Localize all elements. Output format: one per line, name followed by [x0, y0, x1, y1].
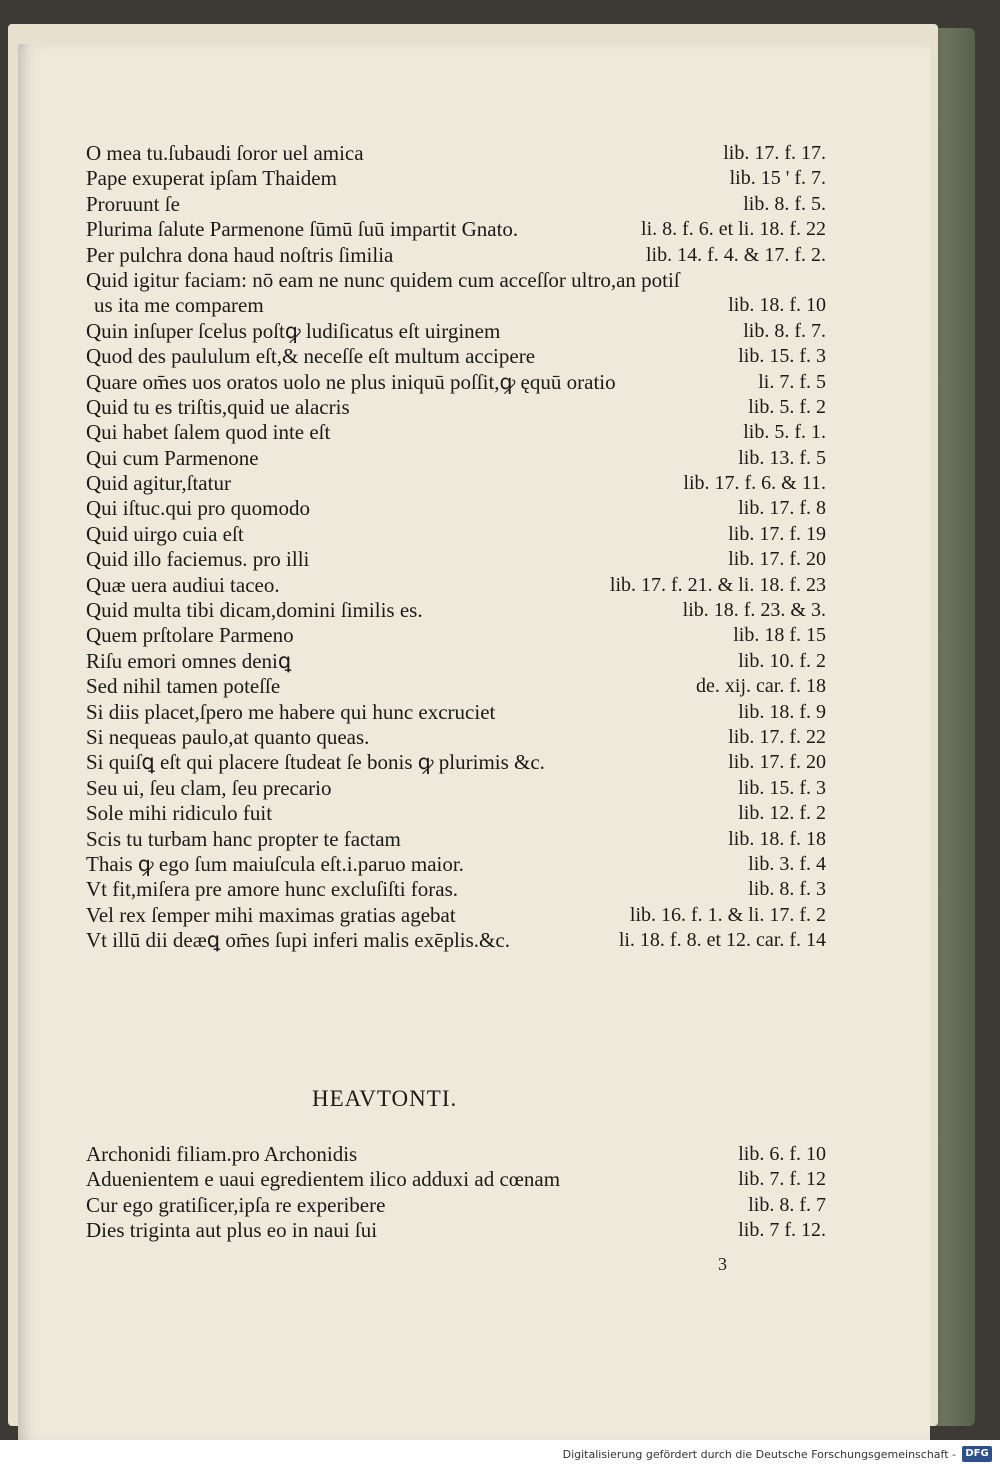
entry-text: Dies triginta aut plus eo in naui ſui	[86, 1218, 378, 1243]
index-entry	[86, 547, 826, 572]
index-entry	[86, 750, 826, 775]
entry-text: Scis tu turbam hanc propter te factam	[86, 826, 401, 851]
entry-text: Thais ꝙ ego ſum maiuſcula eſt.i.paruo maior.	[86, 851, 464, 876]
index-entry	[86, 471, 826, 496]
entry-reference: lib. 18. f. 18	[728, 827, 826, 850]
entry-text: Qui cum Parmenone	[86, 445, 259, 470]
entry-text: Quid tu es triſtis,quid ue alacris	[86, 394, 350, 419]
entry-reference: lib. 12. f. 2	[738, 802, 826, 825]
index-entry	[86, 522, 826, 547]
entry-reference: lib. 8. f. 3	[748, 878, 826, 901]
entry-reference: lib. 18. f. 23. & 3.	[682, 599, 826, 622]
entry-reference: lib. 8. f. 7	[748, 1193, 826, 1216]
entry-reference: lib. 7 f. 12.	[738, 1219, 826, 1242]
entry-reference: lib. 7. f. 12	[738, 1168, 826, 1191]
index-entry	[86, 243, 826, 268]
entry-reference: li. 8. f. 6. et li. 18. f. 22	[641, 218, 826, 241]
entry-text: Quid agitur,ſtatur	[86, 471, 231, 496]
index-entry	[86, 395, 826, 420]
entry-text: Si nequeas paulo,at quanto queas.	[86, 724, 370, 749]
index-entry	[86, 1142, 826, 1167]
index-entry	[86, 827, 826, 852]
entry-text: Quare om̄es uos oratos uolo ne plus iniquū poſſit,ꝙ ęquū oratio	[86, 369, 616, 394]
entry-reference: lib. 5. f. 1.	[743, 421, 826, 444]
entry-reference: lib. 8. f. 5.	[743, 192, 826, 215]
entry-reference: lib. 13. f. 5	[738, 446, 826, 469]
index-entry	[86, 801, 826, 826]
entry-reference: lib. 17. f. 8	[738, 497, 826, 520]
index-entry	[86, 725, 826, 750]
entry-text: Quem prſtolare Parmeno	[86, 623, 294, 648]
index-entry	[86, 776, 826, 801]
index-entry	[86, 319, 826, 344]
index-entry	[86, 928, 826, 953]
index-list-heautontimorumenos	[86, 1142, 826, 1244]
entry-text: Vel rex ſemper mihi maximas gratias agebat	[86, 902, 456, 927]
entry-reference: lib. 17. f. 6. & 11.	[683, 472, 826, 495]
entry-text: Pape exuperat ipſam Thaidem	[86, 166, 337, 191]
entry-reference: lib. 18. f. 10	[728, 294, 826, 317]
entry-reference: lib. 17. f. 22	[728, 725, 826, 748]
entry-text: Sed nihil tamen poteſſe	[86, 674, 281, 699]
footer-credit: Digitalisierung gefördert durch die Deutsche Forschungsgemeinschaft -	[562, 1448, 956, 1461]
entry-text: Quid illo faciemus. pro illi	[86, 547, 310, 572]
index-entry	[86, 649, 826, 674]
index-list-eunuchus	[86, 141, 826, 954]
entry-reference: lib. 17. f. 17.	[723, 142, 826, 164]
dfg-logo: DFG	[962, 1446, 992, 1462]
entry-reference: li. 7. f. 5	[758, 370, 826, 393]
index-entry	[86, 217, 826, 242]
index-entry	[86, 1218, 826, 1243]
index-entry	[86, 496, 826, 521]
entry-reference: lib. 14. f. 4. & 17. f. 2.	[646, 243, 826, 266]
entry-text: Riſu emori omnes deniꝗ	[86, 648, 292, 673]
entry-reference: lib. 18 f. 15	[733, 624, 826, 647]
entry-reference: lib. 6. f. 10	[738, 1143, 826, 1165]
entry-reference: lib. 15 ' f. 7.	[729, 167, 826, 190]
index-entry	[86, 192, 826, 217]
entry-reference: de. xij. car. f. 18	[696, 675, 826, 698]
entry-reference: lib. 17. f. 20	[728, 751, 826, 774]
index-entry	[86, 573, 826, 598]
page-number: 3	[718, 1254, 727, 1274]
entry-text: Quid uirgo cuia eſt	[86, 521, 244, 546]
index-entry	[86, 446, 826, 471]
entry-reference: lib. 15. f. 3	[738, 776, 826, 799]
entry-reference: lib. 18. f. 9	[738, 700, 826, 723]
entry-text: Quid multa tibi dicam,domini ſimilis es.	[86, 598, 423, 623]
entry-reference: lib. 17. f. 20	[728, 548, 826, 571]
entry-text: Proruunt ſe	[86, 191, 180, 216]
entry-reference: lib. 8. f. 7.	[743, 319, 826, 342]
entry-text: Aduenientem e uaui egredientem ilico adduxi ad cœnam	[86, 1167, 561, 1192]
entry-reference: li. 18. f. 8. et 12. car. f. 14	[618, 929, 826, 952]
entry-reference: lib. 17. f. 21. & li. 18. f. 23	[609, 573, 826, 596]
entry-text: Quin inſuper ſcelus poſtꝙ ludiſicatus eſt uirginem	[86, 318, 501, 343]
entry-text: Qui iſtuc.qui pro quomodo	[86, 496, 310, 521]
entry-text: Cur ego gratiſicer,ipſa re experibere	[86, 1192, 386, 1217]
entry-text: Per pulchra dona haud noſtris ſimilia	[86, 242, 394, 267]
entry-text: Vt illū dii deæꝗ om̄es ſupi inferi malis exēplis.&c.	[86, 928, 510, 953]
entry-text: us ita me comparem	[94, 293, 264, 318]
entry-reference: lib. 17. f. 19	[728, 522, 826, 545]
index-entry	[86, 166, 826, 191]
entry-reference: lib. 15. f. 3	[738, 345, 826, 368]
entry-reference: lib. 5. f. 2	[748, 395, 826, 418]
footer	[0, 1440, 1000, 1471]
entry-reference: lib. 10. f. 2	[738, 649, 826, 672]
index-entry	[86, 141, 826, 166]
index-entry	[86, 420, 826, 445]
index-entry	[86, 1167, 826, 1192]
entry-reference: lib. 16. f. 1. & li. 17. f. 2	[629, 903, 826, 926]
index-entry	[86, 1193, 826, 1218]
index-entry	[86, 370, 826, 395]
entry-text: O mea tu.ſubaudi ſoror uel amica	[86, 141, 364, 165]
entry-text: Si diis placet,ſpero me habere qui hunc excruciet	[86, 699, 496, 724]
index-entry	[86, 674, 826, 699]
entry-text: Quid igitur faciam: nō eam ne nunc quidem cum acceſſor ultro,an potiſ	[86, 267, 680, 292]
index-entry	[86, 344, 826, 369]
entry-text: Si quiſꝗ eſt qui placere ſtudeat ſe bonis ꝙ plurimis &c.	[86, 750, 545, 775]
entry-reference: lib. 3. f. 4	[748, 852, 826, 875]
entry-text: Sole mihi ridiculo fuit	[86, 801, 273, 826]
section-heading: HEAVTONTI.	[312, 1086, 458, 1111]
index-entry	[86, 877, 826, 902]
index-entry	[86, 903, 826, 928]
entry-text: Vt fit,miſera pre amore hunc excluſiſti foras.	[86, 877, 459, 902]
index-entry	[86, 852, 826, 877]
index-entry	[86, 700, 826, 725]
entry-text: Quod des paululum eſt,& neceſſe eſt multum accipere	[86, 344, 536, 369]
index-entry	[86, 293, 826, 318]
index-entry	[86, 598, 826, 623]
entry-text: Plurima ſalute Parmenone ſūmū ſuū impartit Gnato.	[86, 217, 519, 242]
entry-text: Qui habet ſalem quod inte eſt	[86, 420, 331, 445]
entry-text: Archonidi filiam.pro Archonidis	[86, 1142, 358, 1166]
entry-text: Quæ uera audiui taceo.	[86, 572, 280, 597]
index-entry	[86, 623, 826, 648]
entry-text: Seu ui, ſeu clam, ſeu precario	[86, 775, 332, 800]
index-entry	[86, 268, 826, 293]
